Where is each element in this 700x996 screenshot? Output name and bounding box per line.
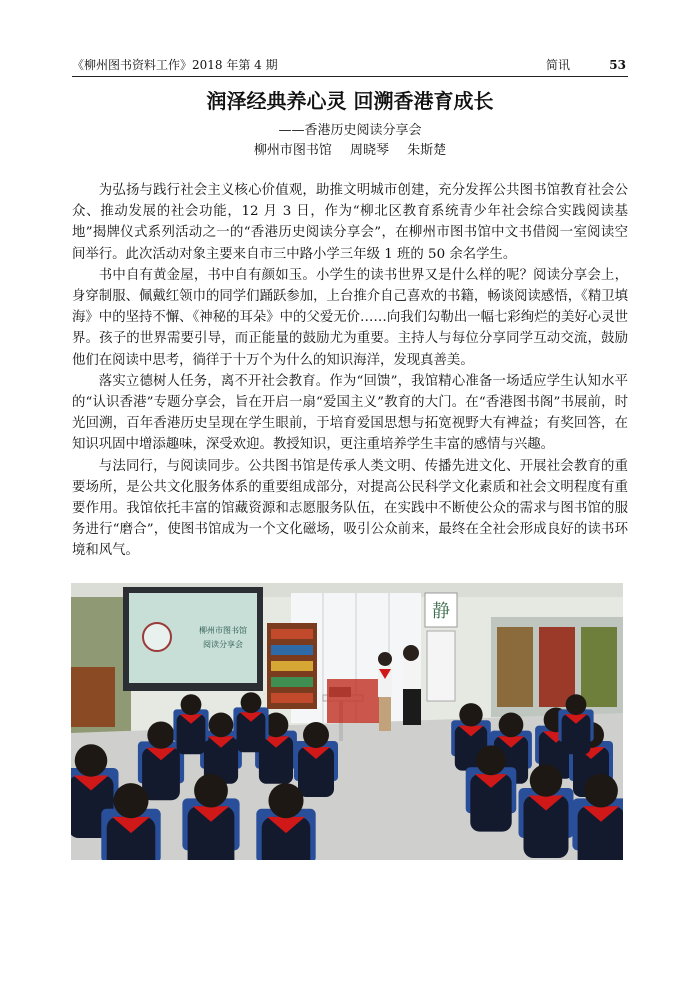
paragraph: 为弘扬与践行社会主义核心价值观，助推文明城市创建，充分发挥公共图书馆教育社会公众、推动发展的社会功能，12 月 3 日，作为“柳北区教育系统青少年社会综合实践阅读基地”揭牌仪式系列活动之一的“香港历史阅读分享会”，在柳州市图书馆中文书借阅一室阅读空间举行。此次活动对象主要来自市三中路小学三年级 1 班的 50 余名学生。 [72,183,628,262]
paragraph: 与法同行，与阅读同步。公共图书馆是传承人类文明、传播先进文化、开展社会教育的重要场所，是公共文化服务体系的重要组成部分，对提高公民科学文化素质和社会文明程度有重要作用。我馆依托丰富的馆藏资源和志愿服务队伍，在实践中不断使公众的需求与图书馆的服务进行“磨合”，使图书馆成为一个文化磁场，吸引公众前来，最终在全社会形成良好的读书环境和风气。 [72,458,628,559]
section-name: 简讯 [546,58,571,72]
running-header [72,54,628,77]
journal-name: 《柳州图书资料工作》2018 年第 4 期 [72,58,278,72]
screen-text-line2: 阅读分享会 [203,640,243,649]
library-logo-icon [143,623,171,651]
article-subtitle: ——香港历史阅读分享会 [278,123,422,138]
screen-text-line1: 柳州市图书馆 [199,626,247,635]
poster-panel [427,631,455,701]
left-bookshelf [71,667,115,727]
article-body [72,180,628,562]
author-name: 朱斯楚 [407,143,447,158]
event-photo [71,583,623,860]
author-name: 周晓琴 [349,143,389,158]
paragraph: 书中自有黄金屋，书中自有颜如玉。小学生的读书世界又是什么样的呢？阅读分享会上，身穿制服、佩戴红领巾的同学们踊跃参加，上台推介自己喜欢的书籍，畅谈阅读感悟，《精卫填海》中的坚持不懈、《神秘的耳朵》中的父爱无价……向我们勾勒出一幅七彩绚烂的美好心灵世界。孩子的世界需要引导，而正能量的鼓励尤为重要。主持人与每位分享同学互动交流，鼓励他们在阅读中思考，徜徉于十万个为什么的知识海洋，发现真善美。 [72,267,628,368]
page-number: 53 [609,58,626,72]
presenting-student [378,652,392,731]
wall-sign-text: 静 [432,601,450,622]
paragraph: 落实立德树人任务，离不开社会教育。作为“回馈”，我馆精心准备一场适应学生认知水平的“认识香港”专题分享会，旨在开启一扇“爱国主义”教育的大门。在“香港图书阁”书展前，时光回溯，百年香港历史呈现在学生眼前，于培育爱国思想与拓宽视野大有裨益；有奖回答，在知识巩固中增添趣味，深受欢迎。教授知识，更注重培养学生丰富的感情与兴趣。 [72,373,628,453]
article-authors [72,142,628,160]
author-institution: 柳州市图书馆 [253,143,332,158]
classroom-photo-illustration [71,583,623,860]
article-title: 润泽经典养心灵 回溯香港育成长 [206,89,494,113]
